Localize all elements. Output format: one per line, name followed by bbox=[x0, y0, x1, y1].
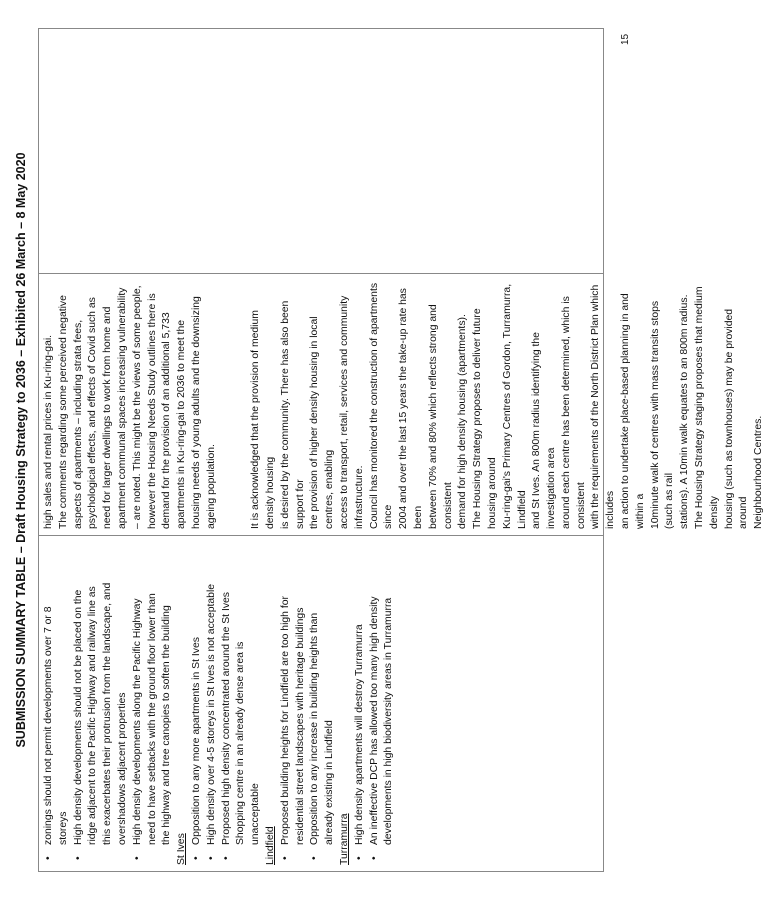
line: developments in high biodiversity areas in Turramurra bbox=[383, 597, 395, 845]
line: high sales and rental prices in Ku-ring-gai. bbox=[43, 334, 54, 529]
list-item bbox=[353, 542, 368, 865]
line: • Proposed building heights for Lindfield are too high for bbox=[279, 596, 291, 845]
list-item bbox=[72, 542, 131, 865]
list-item bbox=[368, 542, 398, 865]
line: need for larger dwellings to work from home and bbox=[102, 306, 114, 529]
issues-column bbox=[39, 535, 603, 871]
spacer bbox=[220, 280, 235, 529]
line: • zonings should not permit developments over 7 or 8 bbox=[43, 606, 54, 845]
line: ageing population. bbox=[205, 444, 217, 529]
line: between 70% and 80% which reflects strong and consistent bbox=[427, 304, 454, 529]
lindfield-heading: Lindfield bbox=[264, 826, 276, 865]
line: the highway and tree canopies to soften the building bbox=[161, 605, 173, 845]
line: Neighbourhood Centres. bbox=[753, 415, 765, 529]
line: The Housing Strategy staging proposes that medium density bbox=[694, 286, 720, 529]
line: Ku-ring-gai's Primary Centres of Gordon, Turramurra, Lindfield bbox=[501, 283, 528, 529]
list-item bbox=[42, 542, 72, 865]
line: aspects of apartments – including strata fees, bbox=[72, 319, 84, 529]
empty-column bbox=[39, 29, 603, 273]
line: this exacerbates their protrusion from the landscape, and bbox=[102, 582, 114, 845]
line: housing (such as townhouses) may be provided around bbox=[723, 308, 750, 529]
response-paragraph bbox=[368, 280, 472, 529]
line: already existing in Lindfield bbox=[324, 720, 336, 845]
line: unacceptable bbox=[250, 783, 262, 845]
line: • Proposed high density concentrated around the St Ives bbox=[220, 591, 232, 845]
line: and St Ives. An 800m radius identifying the investigation area bbox=[531, 332, 558, 529]
line: The comments regarding some perceived negative bbox=[57, 295, 69, 529]
lindfield-list bbox=[279, 542, 338, 865]
spacer bbox=[234, 280, 249, 529]
line: stations). A 10min walk equates to an 800m radius. bbox=[679, 294, 691, 529]
line: Council has monitored the construction of apartments since bbox=[368, 282, 395, 529]
line: • An ineffective DCP has allowed too many high density bbox=[368, 596, 380, 845]
response-paragraph bbox=[42, 280, 57, 529]
line: • High density over 4-5 storeys in St Ives is not acceptable bbox=[205, 583, 217, 845]
line: Shopping centre in an already dense area is bbox=[235, 641, 247, 845]
line: • High density developments along the Pacific Highway bbox=[131, 598, 143, 845]
line: the provision of higher density housing in local centres, enabling bbox=[309, 316, 336, 529]
line: It is acknowledged that the provision of medium density housing bbox=[250, 310, 276, 529]
response-paragraph bbox=[471, 280, 693, 529]
line: with the requirements of the North District Plan which includes bbox=[590, 284, 617, 529]
response-paragraph bbox=[693, 280, 767, 529]
line: around each centre has been determined, which is consistent bbox=[560, 296, 587, 529]
response-column bbox=[39, 273, 765, 535]
list-item bbox=[220, 542, 264, 865]
line: – are noted. This might be the views of some people, bbox=[131, 285, 143, 529]
page-title: SUBMISSION SUMMARY TABLE – Draft Housing Strategy to 2036 – Exhibited 26 March – 8 May 2020 bbox=[14, 152, 28, 748]
line: 10minute walk of centres with mass transits stops (such as rail bbox=[649, 300, 676, 529]
line: psychological effects, and effects of Covid such as bbox=[87, 297, 99, 529]
line: ridge adjacent to the Pacific Highway and railway line as bbox=[87, 586, 99, 845]
line: apartment communal spaces increasing vulnerability bbox=[116, 287, 128, 529]
line: demand for high density housing (apartments). bbox=[457, 314, 469, 529]
response-paragraph bbox=[57, 280, 220, 529]
list-item bbox=[205, 542, 220, 865]
st-ives-heading: St Ives bbox=[176, 833, 188, 865]
line: infrastructure. bbox=[353, 465, 365, 529]
line: apartments in Ku-ring-gai to 2036 to meet the bbox=[176, 319, 188, 529]
line: • High density apartments will destroy Turramurra bbox=[353, 624, 365, 845]
response-paragraph bbox=[249, 280, 367, 529]
submission-summary-table bbox=[38, 28, 765, 872]
line: overshadows adjacent properties bbox=[116, 692, 128, 845]
issues-list-top bbox=[42, 542, 175, 865]
page-number: 15 bbox=[620, 33, 631, 45]
line: access to transport, retail, services and community bbox=[338, 295, 350, 529]
line: • High density developments should not be placed on the bbox=[72, 589, 84, 845]
line: is desired by the community. There has also been support for bbox=[279, 300, 306, 529]
line: residential street landscapes with heritage buildings bbox=[294, 607, 306, 845]
st-ives-list bbox=[190, 542, 264, 865]
line: demand for the provision of an additional 5,733 bbox=[161, 312, 173, 529]
line: The Housing Strategy proposes to deliver future housing around bbox=[472, 308, 498, 529]
line: need to have setbacks with the ground floor lower than bbox=[146, 593, 158, 845]
turramurra-list bbox=[353, 542, 397, 865]
line: storeys bbox=[57, 811, 69, 845]
turramurra-heading: Turramurra bbox=[338, 813, 350, 865]
line: • Opposition to any increase in building heights than bbox=[309, 612, 321, 845]
line: an action to undertake place-based planning in and within a bbox=[620, 293, 646, 529]
list-item bbox=[190, 542, 205, 865]
line: housing needs of young adults and the downsizing bbox=[190, 296, 202, 529]
list-item bbox=[279, 542, 309, 865]
line: 2004 and over the last 15 years the take-up rate has been bbox=[398, 288, 424, 529]
line: however the Housing Needs Study outlines there is bbox=[146, 293, 158, 529]
list-item bbox=[131, 542, 175, 865]
list-item bbox=[308, 542, 338, 865]
line: • Opposition to any more apartments in St Ives bbox=[190, 637, 202, 845]
